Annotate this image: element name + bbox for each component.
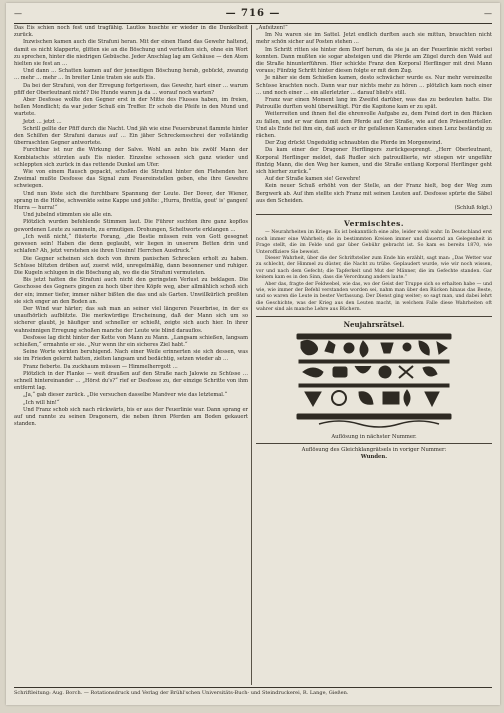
story-paragraph: Die Gegner scheinen sich doch von ihrem panischen Schrecken erholt zu haben. Schüsse blitzten drüben auf, zuerst wild, unregelmäßig, dann besonnener und ruhiger. Die Kugeln schlugen in die Böschung ab, wo die die Strafuni vermuteten. bbox=[14, 255, 248, 276]
story-paragraph: Kein neuer Schuß erhöht von der Stelle, an der Franz hielt, bog der Weg zum Bergwerk ab. Auf ihm stellte sich Franz mit seinen Leuten auf. Desfosse spürte die Säbel aus den Scheiden. bbox=[256, 183, 492, 204]
story-paragraph: Das Eis schien noch fest und tragfähig. Lautlos huschte er wieder in die Dunkelheit zurück. bbox=[14, 25, 248, 39]
newspaper-page bbox=[6, 3, 500, 705]
story-paragraph: Je näher sie dem Schießen kamen, desto schwächer wurde es. Nur mehr vereinzelte Schüsse krachten noch. Dann war nur nichts mehr zu hören … plötzlich kam noch einer … und noch einer … ein allerletzter … darauf blieb's still. bbox=[256, 75, 492, 96]
section-rule bbox=[256, 316, 492, 317]
story-paragraph: „Ja,“ gab dieser zurück. „Die versuchen dasselbe Manöver wie das letztemal.“ bbox=[23, 392, 228, 399]
story-paragraph: „Ich weiß nicht,“ flüsterte Forang, „die Bestie müssen rein von Gott gesegnet gewesen sein! Haben die denn geglaubt, wir liegen in unserem Betten drin und schlafen? Ah, jetzt verstehen sie ihren Unsinn! Herrchen Ausdruck.“ bbox=[14, 233, 248, 255]
to-be-continued: (Schluß folgt.) bbox=[454, 205, 492, 212]
story-paragraph: Seine Worte wirkten beruhigend. Nach einer Weile erinnerten sie sich dessen, was sie im Frieden gelernt hatten, zielten langsam und bedächtig, setzen wieder ab … bbox=[14, 349, 248, 363]
story-paragraph: Und jubelnd stimmten sie alle ein. bbox=[23, 212, 113, 219]
column-divider bbox=[251, 25, 252, 685]
story-paragraph: Furchtbar ist nur die Wirkung der Salve. Wohl an zehn bis zwölf Mann der Kombiatschis stürzten aufs Eis nieder. Einzelne schossen sich ganz wieder und schleppten sich zurück in das rettende Dunkel am Ufer. bbox=[14, 147, 248, 168]
left-column bbox=[14, 25, 248, 685]
riddle-illustration bbox=[289, 332, 459, 432]
page-number: — 716 — bbox=[225, 8, 281, 19]
vermischtes-title: Vermischtes. bbox=[344, 219, 404, 229]
story-paragraph: „Aufsitzen!“ bbox=[256, 25, 288, 31]
story-paragraph: Plötzlich in der Flanke — weit draußen auf den Straße nach Jalowie zu Schüsse … schnell hintereinander … „Hörst du's?“ rief er Desfosse zu, der einzige Schritte von ihm entfernt lag. bbox=[14, 370, 248, 392]
story-paragraph: Und dann … Schatten kamen auf der jenseitigen Böschung herab, gebückt, zwanzig … mehr … mehr … In breiter Linie traten sie aufs Eis. bbox=[14, 68, 248, 82]
story-paragraph: Franz war einen Moment lang im Zweifel darüber, was das zu bedeuten hatte. Die Patrouille durften wohl überwältigt. Für die Kapitone kam er zu spät. bbox=[256, 97, 492, 111]
imprint-footer: Schriftleitung: Aug. Borch. — Rotationsdruck und Verlag der Brühl'schen Universitäts-Buch- und Steindruckerei, R. Lange, Gießen. bbox=[14, 687, 492, 699]
story-paragraph: Desfosse lag dicht hinter der Kette von Mann zu Mann. „Langsam schießen, langsam schießen,“ ermahnte er sie. „Nur wenn ihr ein sicheres Ziel habt.“ bbox=[14, 334, 248, 348]
story-paragraph: Aber Desfosse wollte den Gegner erst in der Mitte des Flusses haben, im freien, hellen Mondlicht; da war jeder Schuß ein Treffer. Er schob die Pfeife in den Mund und wartete. bbox=[14, 97, 248, 118]
story-paragraph: Im Nu waren sie im Sattel. Jetzt endlich durften auch sie mittun, brauchten nicht mehr schön sicher auf Posten stehen … bbox=[256, 32, 492, 46]
story-paragraph: Da kam einer der Dragoner Herflingers zurückgesprengt. „Herr Oberleutnant, Korporal Herflinger meldet, daß Rudler sich patrouillierte, wir stiegen wir ungefähr fünfzig Mann, die den Weg her kamen, und die Straße entlang Korporal Herflinger geht sich hierher zurück.“ bbox=[256, 147, 492, 176]
vermischtes-paragraph: — Neurahrheiten im Kriege. Es ist bekanntlich eine alte, leider wohl wahr. In Deutschland erst noch immer eine Wahrheit; die in bestimmten Kreisen immer und dauernd an Gelegenheit in Frage stellt, die im Felde und gar über Gebühr gebracht ist. So kam es bereits 1870, wie Unteroffiziere Sie beweist. bbox=[256, 230, 492, 255]
vermischtes-paragraph: Dieser Wahrheit, über die der Schriftsteller zum Ende hin erzählt, sagt man: „Das Wetter war zu schlecht, der Himmel zu düster, die Nacht zu trübe. Geplaudert wurde, wie wir noch wissen, vor und nach dem Gefecht; die Tapferkeit und Mut der Männer, die im Gefechte standen. Gar keinem kam es in den Sinn, dass die Verordnung anders laute.“ bbox=[256, 255, 492, 281]
story-paragraph: Bis jetzt hatten die Strafuni auch nicht den geringsten Verlust zu beklagen. Die Geschosse des Gegners gingen zu hoch über ihre Köpfe weg, aber allmählich schoß sich der ein; immer tiefer, immer näher bißten die das und als Garten. Unwillkürlich preßten sie sich enger an den Boden an. bbox=[14, 277, 248, 305]
story-paragraph: Franz fieberte. Da zuckhaum müssen — Himmelherrgott … bbox=[23, 363, 178, 370]
story-paragraph: Jetzt … jetzt … bbox=[23, 118, 62, 125]
section-rule bbox=[256, 443, 492, 444]
story-paragraph: „Ich will hin!“ bbox=[23, 399, 60, 406]
vermischtes-paragraph: Aber das, fragte der Feldwebel, wie das, wo der Geist der Truppe sich so erhalten habe — und wie, wie immer der Befehl verstanden worden sei, nahm man über den Rücken hinaus das Beste, und so waren die Leute in bester Verfassung. Der Dienst ging weiter; so sagt man, und dabei lehrt die Geschichte, was der Krieg aus den Leuten macht, in welchem Falle diese Wahrheiten oft wahrer sind als manche Lehre aus Büchern. bbox=[256, 281, 492, 313]
story-paragraph: Da bei der Strafuni, von der Erregung fortgerissen, das Gewehr, hart einer … warum pfiff der Oberleutnant nicht? Die Hunde waren ja da … worauf noch warten? bbox=[14, 82, 248, 96]
story-paragraph: Im Schritt ritten sie hinter dem Dorf herum, da sie ja an der Feuerlinie nicht vorbei konnten. Dann mußten sie sogar absteigen und die Pferde am Zügel durch den Wald auf die Straße hinunterführen. Hier schickte Franz den Korporal Herflinger mit drei Mann voraus; Fünfzig Schritt hinter diesen folgte er mit dem Zug. bbox=[256, 46, 492, 75]
story-paragraph: Der Zug drückt Ungeduldig schnaubten die Pferde im Morgenwind. bbox=[265, 140, 443, 147]
header-dash-left: — bbox=[14, 9, 22, 18]
story-paragraph: Schrill gellte der Pfiff durch die Nacht. Und jäh wie eine Feuersbrunst flammte hinter den Schilfen der Strafuni daraus auf … Ein jäher Schreckensschrei der vollständig überraschten Gegner antwortete. bbox=[14, 125, 248, 147]
story-paragraph: Plötzlich wurden befehlende Stimmen laut. Die Führer suchten ihre ganz kopflos gewordenen Leute zu sammeln, zu ermutigen. Drohungen, Scheltworte erklangen … bbox=[14, 219, 248, 233]
story-paragraph: Weiterreiten und ihnen fiel die ehrenvolle Aufgabe zu, dem Feind dort in den Rücken zu fallen, und er war dann mit dem Pferde auf der Straße, wie auf den Präsentierteller. Und als Ende fiel ihm ein, daß auch er ihr gefallenen Kameraden einen Lenz beständig zu rächen. bbox=[256, 111, 492, 140]
riddle-title: Neujahrsrätsel. bbox=[343, 319, 405, 329]
story-paragraph: Und Franz schob sich nach rückwärts, bis er aus der Feuerlinie war. Dann sprang er auf und rannte zu seinen Dragonern, die neben ihren Pferden am Boden gekauert standen. bbox=[14, 406, 248, 428]
header-dash-right: — bbox=[484, 9, 492, 18]
section-rule bbox=[256, 214, 492, 215]
page-header bbox=[14, 7, 492, 24]
riddle-caption: Auflösung in nächster Nummer. bbox=[331, 433, 417, 440]
story-paragraph: Auf der Straße kamen sie! Gewehre! bbox=[265, 176, 361, 183]
right-column bbox=[256, 25, 492, 685]
story-paragraph: Und nun löste sich die furchtbare Spannung der Leute. Der Dover, der Wiener, sprang in die Höhe, schwenkte seine Kappe und johlte: „Hurra, Brettla, gout' is' gangen! Hurra — hurra!“ bbox=[14, 190, 248, 212]
story-paragraph: Wie von einem Rausch gepackt, schoßen die Strafuni hinter den Flehenden her. Zweimal mußte Desfosse das Signal zum Feuereinstellen geben, ehe ihre Gewehre schwiegen. bbox=[14, 169, 248, 190]
story-paragraph: Inzwischen kamen auch die Strafuni heran. Mit der einen Hand das Gewehr haltend, damit es nicht klapperte, glitten sie an die Böschung und verteilten sich, ohne ein Wort zu sprechen, hinter die niedrigen Gebüsche. Jeder Anschlag lag am Gehäuse — den Atem hielten sie fest an … bbox=[14, 39, 248, 68]
solution-word: Wunden. bbox=[360, 453, 388, 460]
solution-label: Auflösung des Gleichklangrätsels in voriger Nummer: bbox=[301, 446, 447, 453]
story-paragraph: Der Wind war härter; das sah man an seiner viel längeren Feuerbrise, in der es unaufhörlich aufblitzte. Die merkwürdige Erscheinung, daß der Mann sich um so sicherer glaubt, je häufiger und schneller er schießt, zeigte sich auch hier. In ihrer wahnsinnigen Erregung schoßen manche der Leute wie blind darauflos. bbox=[14, 305, 248, 334]
